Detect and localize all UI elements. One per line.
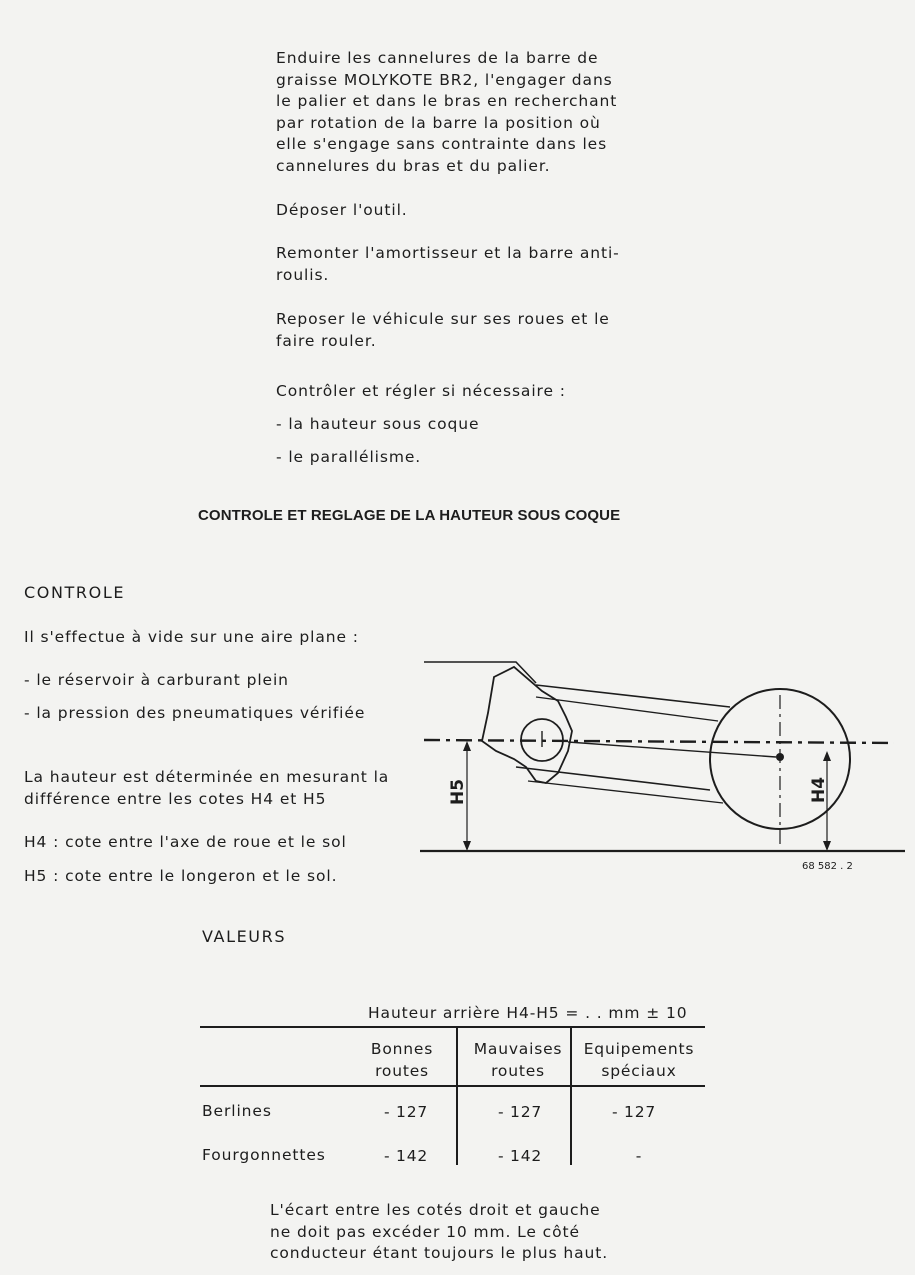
table-header	[578, 1038, 700, 1082]
note-line: conducteur étant toujours le plus haut.	[270, 1244, 609, 1262]
diagram-reference: 68 582 . 2	[802, 861, 853, 872]
arm-lower-line	[516, 767, 710, 790]
intro-p3-line: Remonter l'amortisseur et la barre anti-	[276, 244, 620, 262]
controle-condition: - la pression des pneumatiques vérifiée	[24, 704, 366, 722]
intro-p3-line: roulis.	[276, 265, 330, 284]
arm-upper-inner-line	[536, 697, 718, 721]
intro-paragraph-5: Contrôler et régler si nécessaire :	[276, 382, 566, 400]
h4-label: H4	[809, 776, 829, 803]
h4-definition: H4 : cote entre l'axe de roue et le sol	[24, 833, 347, 851]
controle-condition: - le réservoir à carburant plein	[24, 671, 289, 689]
table-row-label: Berlines	[202, 1102, 272, 1120]
arm-lower-inner-line	[528, 781, 723, 803]
h5-definition: H5 : cote entre le longeron et le sol.	[24, 867, 338, 885]
table-header-line: routes	[375, 1062, 429, 1080]
controle-determination	[24, 767, 389, 810]
table-cell: - 127	[611, 1103, 657, 1121]
table-header-line: Mauvaises	[473, 1040, 563, 1058]
longeron-reference-line	[424, 740, 894, 743]
note-line: ne doit pas excéder 10 mm. Le côté	[270, 1222, 580, 1241]
table-cell: -	[635, 1147, 643, 1165]
h4-arrow-down	[823, 841, 831, 851]
table-caption: Hauteur arrière H4-H5 = . . mm ± 10	[368, 1004, 688, 1022]
controle-title: CONTROLE	[24, 583, 126, 602]
intro-paragraph-2: Déposer l'outil.	[276, 201, 408, 219]
table-header-line: spéciaux	[601, 1062, 677, 1080]
table-row-label: Fourgonnettes	[202, 1146, 326, 1164]
height-diagram	[418, 655, 908, 875]
intro-p1-line: par rotation de la barre la position où	[276, 113, 601, 132]
note-line: L'écart entre les cotés droit et gauche	[270, 1201, 601, 1219]
table-header-line: routes	[491, 1062, 545, 1080]
arm-upper-line	[536, 685, 730, 707]
intro-p1-line: graisse MOLYKOTE BR2, l'engager dans	[276, 70, 613, 89]
table-header	[468, 1038, 568, 1082]
section-heading: CONTROLE ET REGLAGE DE LA HAUTEUR SOUS COQUE	[198, 507, 621, 524]
intro-bullet: - la hauteur sous coque	[276, 415, 480, 433]
h5-arrow-up	[463, 741, 471, 751]
table-column-divider	[456, 1028, 458, 1165]
table-cell: - 142	[383, 1147, 429, 1165]
intro-bullet: - le parallélisme.	[276, 448, 422, 466]
h5-arrow-down	[463, 841, 471, 851]
table-column-divider	[570, 1028, 572, 1165]
table-header-line: Equipements	[583, 1040, 695, 1058]
intro-paragraph-1	[276, 48, 617, 177]
intro-p4-line: faire rouler.	[276, 331, 377, 350]
controle-intro: Il s'effectue à vide sur une aire plane :	[24, 628, 359, 646]
table-cell: - 127	[383, 1103, 429, 1121]
note-paragraph	[270, 1200, 608, 1265]
table-header-line: Bonnes	[370, 1040, 434, 1058]
determination-line: différence entre les cotes H4 et H5	[24, 789, 327, 808]
intro-p4-line: Reposer le véhicule sur ses roues et le	[276, 310, 610, 328]
h5-label: H5	[448, 778, 468, 805]
intro-p1-line: Enduire les cannelures de la barre de	[276, 49, 599, 67]
determination-line: La hauteur est déterminée en mesurant la	[24, 768, 390, 786]
table-header	[356, 1038, 448, 1082]
h4-arrow-up	[823, 751, 831, 761]
intro-p1-line: le palier et dans le bras en recherchant	[276, 92, 618, 110]
valeurs-title: VALEURS	[202, 927, 287, 946]
intro-paragraph-3	[276, 243, 620, 286]
table-cell: - 127	[497, 1103, 543, 1121]
table-header-rule	[200, 1085, 705, 1087]
intro-paragraph-4	[276, 309, 610, 352]
arm-link-line	[568, 742, 776, 757]
table-cell: - 142	[497, 1147, 543, 1165]
intro-p1-line: elle s'engage sans contrainte dans les	[276, 135, 608, 153]
table-top-rule	[200, 1026, 705, 1028]
intro-p1-line: cannelures du bras et du palier.	[276, 156, 551, 175]
